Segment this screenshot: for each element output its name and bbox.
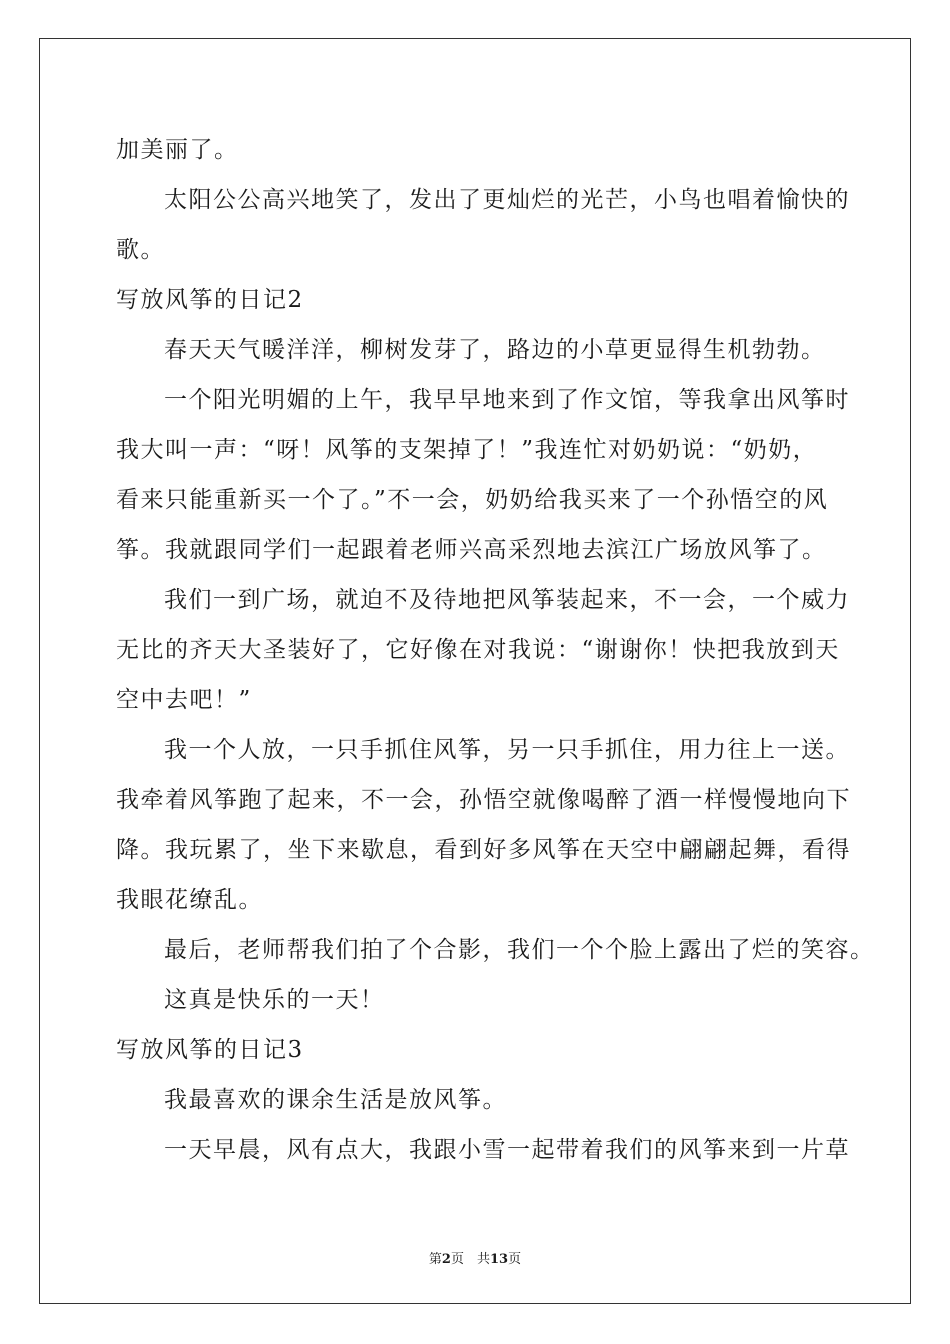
text-line: 歌。 [116,237,165,263]
text-line: 春天天气暖洋洋，柳树发芽了，路边的小草更显得生机勃勃。 [164,337,826,363]
text-line: 无比的齐天大圣装好了，它好像在对我说：“谢谢你！快把我放到天 [116,637,840,663]
text-line: 我牵着风筝跑了起来，不一会，孙悟空就像喝醉了酒一样慢慢地向下 [116,787,851,813]
text-line: 这真是快乐的一天！ [164,987,385,1013]
text-line: 我们一到广场，就迫不及待地把风筝装起来，不一会，一个威力 [164,587,850,613]
text-line: 我最喜欢的课余生活是放风筝。 [164,1087,507,1113]
text-line: 一天早晨，风有点大，我跟小雪一起带着我们的风筝来到一片草 [164,1137,850,1163]
footer-prefix: 第 [428,1252,442,1267]
page-footer [0,1248,950,1267]
text-line: 一个阳光明媚的上午，我早早地来到了作文馆，等我拿出风筝时 [164,387,850,413]
text-line: 加美丽了。 [116,137,239,163]
text-line: 我大叫一声：“呀！风筝的支架掉了！”我连忙对奶奶说：“奶奶， [116,437,818,463]
section-heading: 写放风筝的日记3 [116,1037,304,1063]
text-line: 降。我玩累了，坐下来歇息，看到好多风筝在天空中翩翩起舞，看得 [116,837,851,863]
text-line: 太阳公公高兴地笑了，发出了更灿烂的光芒，小鸟也唱着愉快的 [164,187,850,213]
document-body [116,125,875,1175]
text-line: 空中去吧！” [116,687,252,713]
text-line: 筝。我就跟同学们一起跟着老师兴高采烈地去滨江广场放风筝了。 [116,537,827,563]
text-line: 我一个人放，一只手抓住风筝，另一只手抓住，用力往上一送。 [164,737,850,763]
text-line: 最后，老师帮我们拍了个合影，我们一个个脸上露出了烂的笑容。 [164,937,875,963]
footer-suffix: 页 [508,1252,522,1267]
footer-mid: 页 共 [450,1252,490,1267]
section-heading: 写放风筝的日记2 [116,287,304,313]
text-line: 看来只能重新买一个了。”不一会，奶奶给我买来了一个孙悟空的风 [116,487,829,513]
total-page-count: 13 [489,1252,509,1267]
current-page-number: 2 [441,1252,451,1267]
text-line: 我眼花缭乱。 [116,887,263,913]
